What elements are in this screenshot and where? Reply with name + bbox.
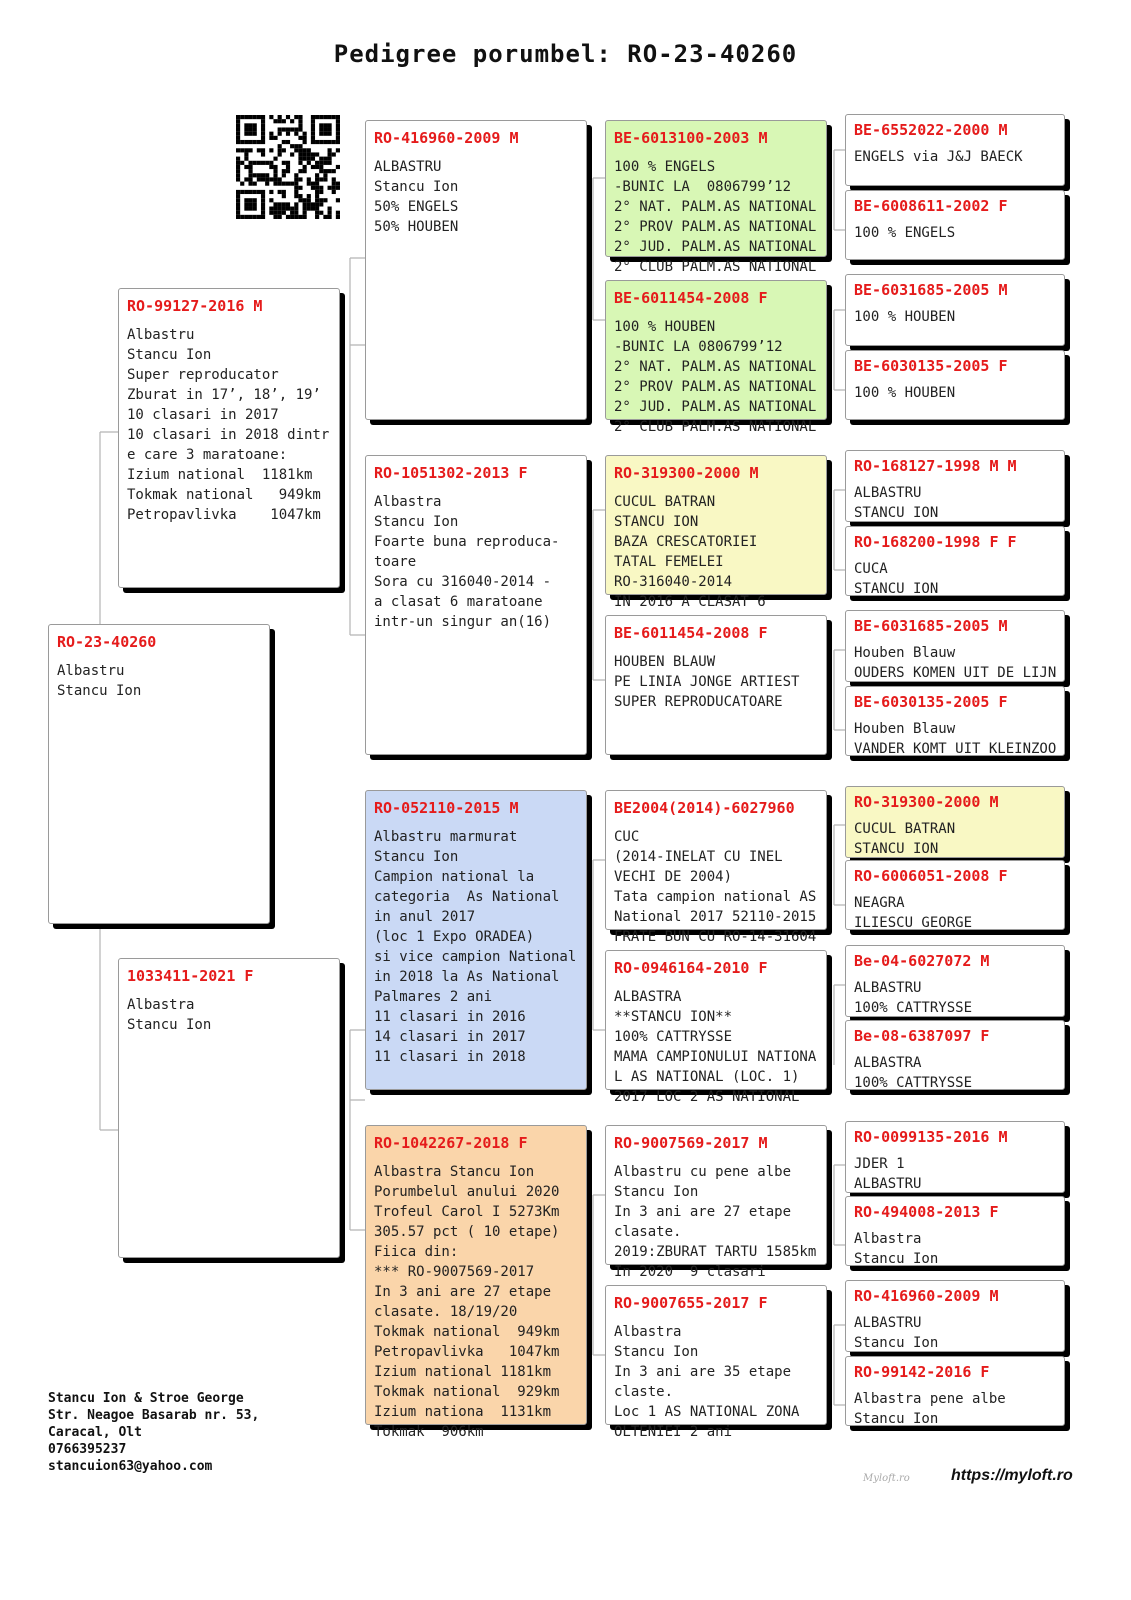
pigeon-description: Albastru marmurat Stancu Ion Campion national la categoria As National in anul 2017 (loc 1 Expo ORADEA) si vice campion National in 2018 la As National Palmares 2 ani 11 clasari in 2016 14 clasari in 2017 11 clasari in 2018 <box>374 829 577 1065</box>
ring-number: RO-168200-1998 F F <box>854 533 1017 551</box>
pigeon-description: NEAGRA ILIESCU GEORGE <box>854 895 973 931</box>
ring-number: BE-6011454-2008 F <box>614 624 768 642</box>
ring-number: RO-1042267-2018 F <box>374 1134 528 1152</box>
ring-number: BE-6008611-2002 F <box>854 197 1008 215</box>
ring-number: BE-6030135-2005 F <box>854 693 1008 711</box>
pigeon-description: CUCUL BATRAN STANCU ION <box>854 821 956 857</box>
pigeon-description: Houben Blauw OUDERS KOMEN UIT DE LIJN <box>854 645 1057 681</box>
ring-number: RO-319300-2000 M <box>854 793 999 811</box>
pedigree-card-gen5-11 <box>845 945 1065 1017</box>
pedigree-card-gen5-1 <box>845 114 1065 186</box>
pedigree-card-gen4-7 <box>605 1125 827 1280</box>
pigeon-description: Houben Blauw VANDER KOMT UIT KLEINZOO <box>854 721 1057 757</box>
pedigree-card-gen4-1 <box>605 120 827 275</box>
pedigree-card-gen5-14 <box>845 1196 1065 1266</box>
signature-logo: Myloft.ro <box>863 1473 910 1484</box>
pedigree-card-gen4-2 <box>605 280 827 435</box>
pigeon-description: ALBASTRA 100% CATTRYSSE <box>854 1055 973 1091</box>
pedigree-card-gen5-7 <box>845 610 1065 682</box>
pigeon-description: 100 % HOUBEN <box>854 309 956 325</box>
ring-number: RO-23-40260 <box>57 633 157 651</box>
pedigree-card-granddam-dam <box>365 1125 587 1440</box>
ring-number: RO-99127-2016 M <box>127 297 263 315</box>
pedigree-card-subject <box>48 624 270 924</box>
pedigree-card-gen5-4 <box>845 350 1065 420</box>
pigeon-description: ALBASTRU STANCU ION <box>854 485 939 521</box>
pedigree-card-gen5-16 <box>845 1356 1065 1426</box>
pigeon-description: Albastra Stancu Ion <box>127 997 212 1033</box>
ring-number: BE-6030135-2005 F <box>854 357 1008 375</box>
pigeon-description: Albastru Stancu Ion <box>57 663 142 699</box>
pedigree-card-gen4-6 <box>605 950 827 1105</box>
ring-number: RO-9007655-2017 F <box>614 1294 768 1312</box>
pedigree-card-gen4-3 <box>605 455 827 610</box>
pigeon-description: ALBASTRU 100% CATTRYSSE <box>854 980 973 1016</box>
pedigree-card-gen5-2 <box>845 190 1065 260</box>
page-title: Pedigree porumbel: RO-23-40260 <box>333 40 798 68</box>
pigeon-description: 100 % HOUBEN <box>854 385 956 401</box>
pedigree-card-dam <box>118 958 340 1258</box>
pigeon-description: JDER 1 ALBASTRU <box>854 1156 922 1192</box>
pigeon-description: 100 % ENGELS <box>854 225 956 241</box>
pigeon-description: CUCA STANCU ION <box>854 561 939 597</box>
pedigree-card-gen4-5 <box>605 790 827 945</box>
pedigree-card-granddam-sire <box>365 455 587 755</box>
pedigree-card-gen5-6 <box>845 526 1065 596</box>
pedigree-card-grandsire-sire <box>365 120 587 420</box>
pedigree-card-gen5-5 <box>845 450 1065 522</box>
pigeon-description: ALBASTRU Stancu Ion 50% ENGELS 50% HOUBEN <box>374 159 459 235</box>
ring-number: RO-416960-2009 M <box>374 129 519 147</box>
ring-number: BE-6031685-2005 M <box>854 281 1008 299</box>
pedigree-card-gen5-10 <box>845 860 1065 930</box>
ring-number: BE-6552022-2000 M <box>854 121 1008 139</box>
pigeon-description: CUC (2014-INELAT CU INEL VECHI DE 2004) Tata campion national AS National 2017 52110-2015 FRATE BUN CU RO-14-31604 <box>614 829 817 945</box>
website-link[interactable]: https://myloft.ro <box>951 1467 1073 1484</box>
pedigree-card-gen4-4 <box>605 615 827 755</box>
ring-number: RO-416960-2009 M <box>854 1287 999 1305</box>
pigeon-description: Albastru cu pene albe Stancu Ion In 3 ani are 27 etape clasate. 2019:ZBURAT TARTU 1585km In 2020 9 clasari <box>614 1164 817 1280</box>
pedigree-card-grandsire-dam <box>365 790 587 1090</box>
pigeon-description: CUCUL BATRAN STANCU ION BAZA CRESCATORIEI TATAL FEMELEI RO-316040-2014 IN 2016 A CLASAT 6 <box>614 494 766 610</box>
ring-number: RO-9007569-2017 M <box>614 1134 768 1152</box>
ring-number: RO-494008-2013 F <box>854 1203 999 1221</box>
pigeon-description: ENGELS via J&J BAECK <box>854 149 1023 165</box>
pigeon-description: HOUBEN BLAUW PE LINIA JONGE ARTIEST SUPER REPRODUCATOARE <box>614 654 800 710</box>
ring-number: RO-0946164-2010 F <box>614 959 768 977</box>
pedigree-card-gen5-3 <box>845 274 1065 346</box>
pedigree-card-gen5-15 <box>845 1280 1065 1352</box>
ring-number: Be-08-6387097 F <box>854 1027 990 1045</box>
ring-number: RO-99142-2016 F <box>854 1363 990 1381</box>
ring-number: 1033411-2021 F <box>127 967 254 985</box>
pigeon-description: ALBASTRA **STANCU ION** 100% CATTRYSSE MAMA CAMPIONULUI NATIONA L AS NATIONAL (LOC. 1) 2017 LOC 2 AS NATIONAL <box>614 989 817 1105</box>
pedigree-card-gen5-8 <box>845 686 1065 756</box>
ring-number: Be-04-6027072 M <box>854 952 990 970</box>
ring-number: BE-6031685-2005 M <box>854 617 1008 635</box>
pigeon-description: Albastra pene albe Stancu Ion <box>854 1391 1006 1427</box>
pigeon-description: 100 % ENGELS -BUNIC LA 0806799’12 2° NAT. PALM.AS NATIONAL 2° PROV PALM.AS NATIONAL 2° JUD. PALM.AS NATIONAL 2° CLUB PALM.AS NATIONAL <box>614 159 817 275</box>
ring-number: RO-1051302-2013 F <box>374 464 528 482</box>
pigeon-description: ALBASTRU Stancu Ion <box>854 1315 939 1351</box>
ring-number: BE-6013100-2003 M <box>614 129 768 147</box>
pigeon-description: Albastra Stancu Ion <box>854 1231 939 1267</box>
ring-number: RO-168127-1998 M M <box>854 457 1017 475</box>
ring-number: RO-319300-2000 M <box>614 464 759 482</box>
pigeon-description: Albastra Stancu Ion In 3 ani are 35 etape claste. Loc 1 AS NATIONAL ZONA OLTENIEI 2 ani <box>614 1324 800 1440</box>
ring-number: BE2004(2014)-6027960 <box>614 799 795 817</box>
ring-number: RO-6006051-2008 F <box>854 867 1008 885</box>
pigeon-description: Albastra Stancu Ion Foarte buna reproduca- toare Sora cu 316040-2014 - a clasat 6 maratoane intr-un singur an(16) <box>374 494 560 630</box>
breeder-contact: Stancu Ion & Stroe George Str. Neagoe Basarab nr. 53, Caracal, Olt 0766395237 stancuion63@yahoo.com <box>48 1391 260 1474</box>
pigeon-description: 100 % HOUBEN -BUNIC LA 0806799’12 2° NAT. PALM.AS NATIONAL 2° PROV PALM.AS NATIONAL 2° JUD. PALM.AS NATIONAL 2° CLUB PALM.AS NATIONAL <box>614 319 817 435</box>
ring-number: BE-6011454-2008 F <box>614 289 768 307</box>
pedigree-card-gen4-8 <box>605 1285 827 1440</box>
pedigree-card-gen5-9 <box>845 786 1065 858</box>
pigeon-description: Albastra Stancu Ion Porumbelul anului 2020 Trofeul Carol I 5273Km 305.57 pct ( 10 etape) Fiica din: *** RO-9007569-2017 In 3 ani are 27 etape clasate. 18/19/20 Tokmak national 949km Petropavlivka 1047km Izium national 1181km Tokmak national 929km Izium nationa 1131km Tokmak 906km <box>374 1164 560 1440</box>
pedigree-card-sire <box>118 288 340 588</box>
ring-number: RO-0099135-2016 M <box>854 1128 1008 1146</box>
pigeon-description: Albastru Stancu Ion Super reproducator Zburat in 17’, 18’, 19’ 10 clasari in 2017 10 clasari in 2018 dintr e care 3 maratoane: Izium national 1181km Tokmak national 949km Petropavlivka 1047km <box>127 327 330 523</box>
ring-number: RO-052110-2015 M <box>374 799 519 817</box>
pedigree-card-gen5-12 <box>845 1020 1065 1090</box>
pedigree-card-gen5-13 <box>845 1121 1065 1193</box>
